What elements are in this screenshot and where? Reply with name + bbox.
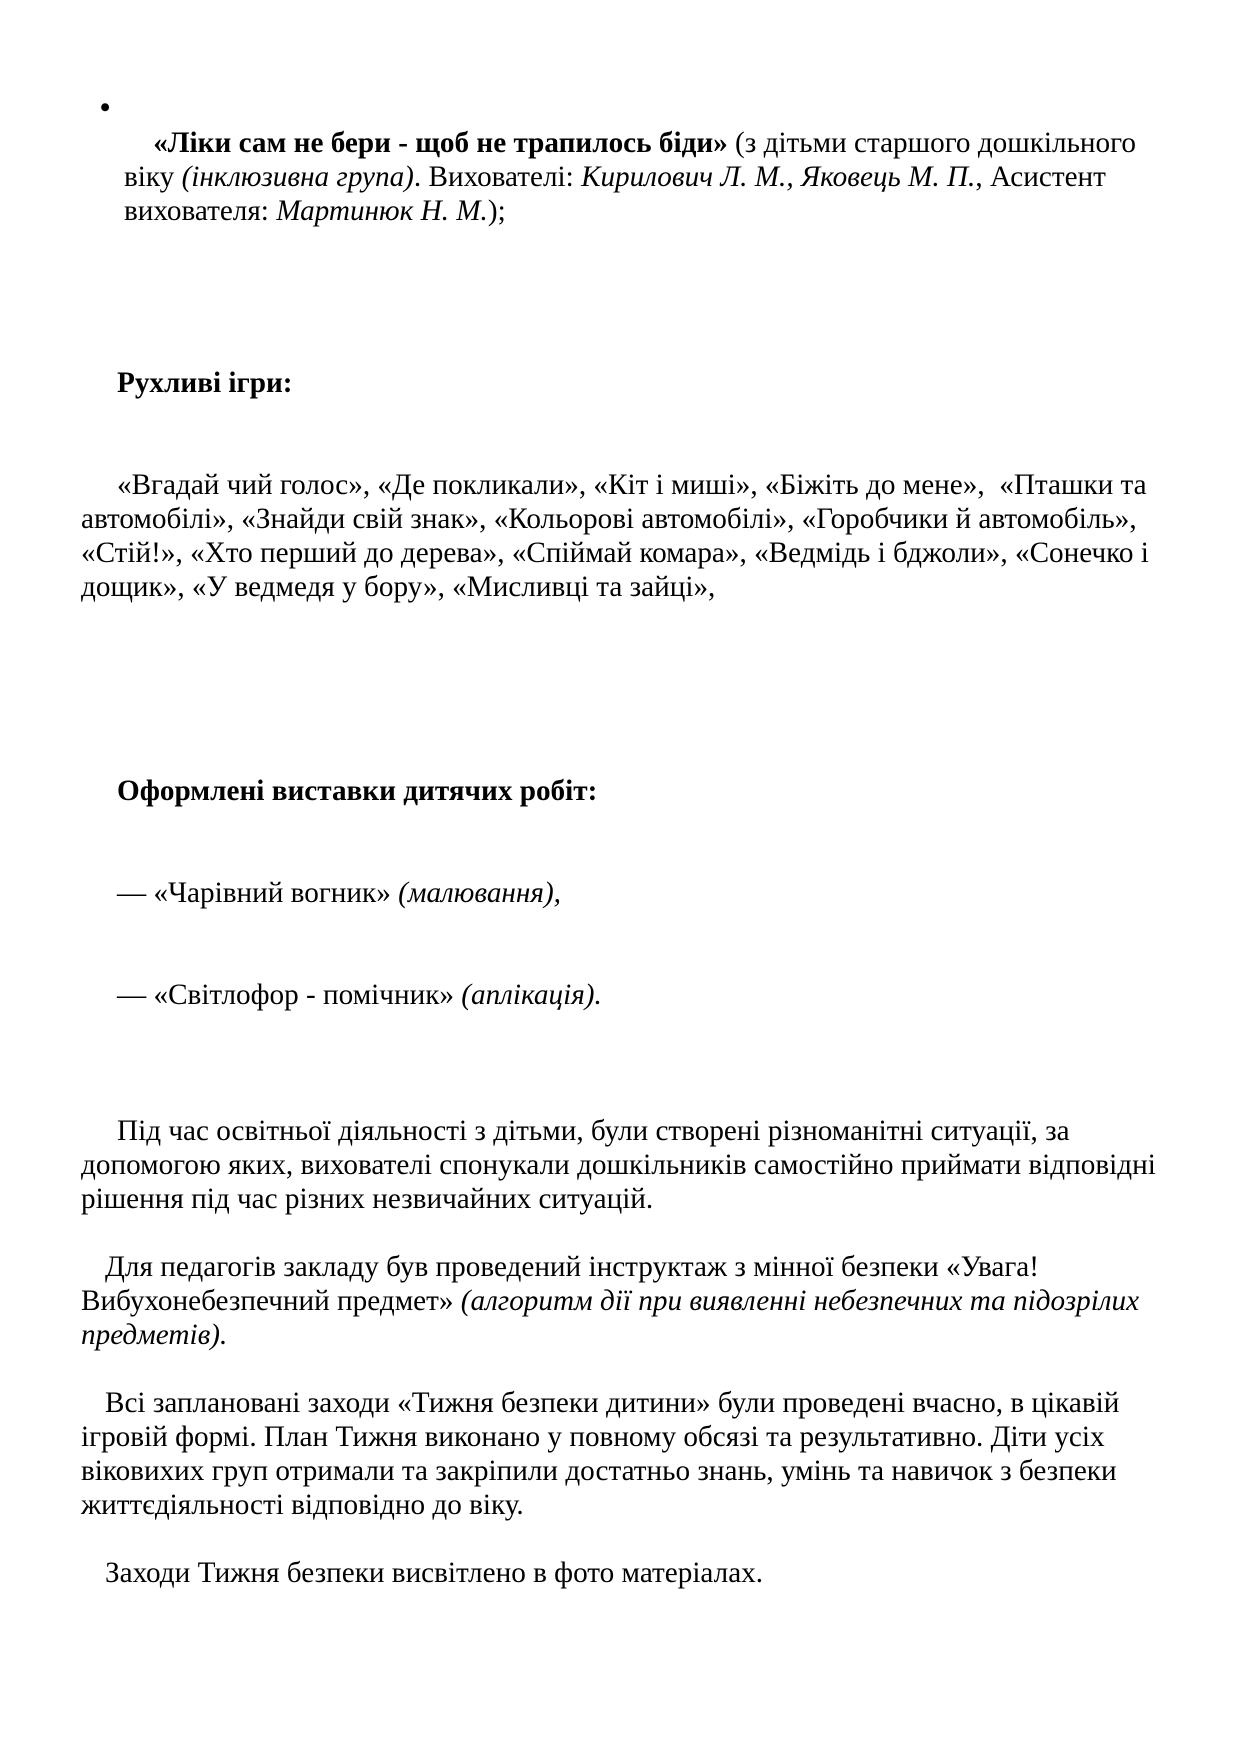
bullet-item-text: ); (487, 195, 506, 227)
situations-paragraph: Під час освітньої діяльності з дітьми, були створені різноманітні ситуації, за допомогою яких, вихователі спонукали дошкільників самостійно приймати відповідні рішення під час різних незвичайних ситуацій. (81, 1115, 1164, 1215)
bullet-item-text: . Вихователі: (413, 161, 582, 193)
bullet-item-text: , Асистент вихователя: (124, 161, 1114, 227)
games-section (81, 298, 1160, 672)
exhibition-item-label: — «Чарівний вогник» (117, 877, 399, 909)
bullet-list-item (81, 92, 1160, 262)
bullet-item-teacher-names: Кирилович Л. М., Яковець М. П. (581, 161, 976, 193)
summary-paragraph: Всі заплановані заходи «Тижня безпеки дитини» були проведені вчасно, в цікавій ігровій формі. План Тижня виконано у повному обсязі та результативно. Діти усіх віковихих груп отримали та закріпили достатньо знань, умінь та навичок з безпеки життєдіяльності відповідно до віку. (81, 1387, 1127, 1521)
exhibition-item-technique: (малювання), (398, 877, 561, 909)
briefing-algorithm-note: (алгоритм дії при виявленні небезпечних та підозрілих предметів). (81, 1285, 1147, 1351)
bullet-item-title: «Ліки сам не бери - щоб не трапилось біди» (153, 127, 728, 159)
games-heading: Рухливі ігри: (117, 367, 293, 399)
exhibition-item-technique: (аплікація). (461, 979, 602, 1011)
bullet-item-assistant-name: Мартинюк Н. М. (276, 195, 488, 227)
exhibition-item (81, 876, 1160, 910)
exhibition-item-label: — «Світлофор - помічник» (117, 979, 462, 1011)
exhibitions-section (81, 706, 1160, 1080)
bullet-icon: • (100, 92, 111, 124)
games-list: «Вгадай чий голос», «Де покликали», «Кіт і миші», «Біжіть до мене», «Пташки та автомобілі», «Знайди свій знак», «Кольорові автомобілі», «Горобчики й автомобіль», «Стій!», «Хто перший до дерева», «Спіймай комара», «Ведмідь і бджоли», «Сонечко і дощик», «У ведмедя у бору», «Мисливці та зайці», (81, 469, 1157, 603)
photo-note-paragraph: Заходи Тижня безпеки висвітлено в фото матеріалах. (105, 1557, 764, 1589)
briefing-paragraph (81, 1250, 1160, 1352)
exhibition-item (81, 978, 1160, 1012)
exhibitions-heading: Оформлені виставки дитячих робіт: (117, 775, 598, 807)
briefing-text: Для педагогів закладу був проведений інструктаж з мінної безпеки «Увага! Вибухонебезпечний предмет» (81, 1251, 1047, 1317)
bullet-item-group-note: (інклюзивна група) (181, 161, 414, 193)
bullet-item-text: (з дітьми старшого дошкільного віку (124, 127, 1144, 193)
